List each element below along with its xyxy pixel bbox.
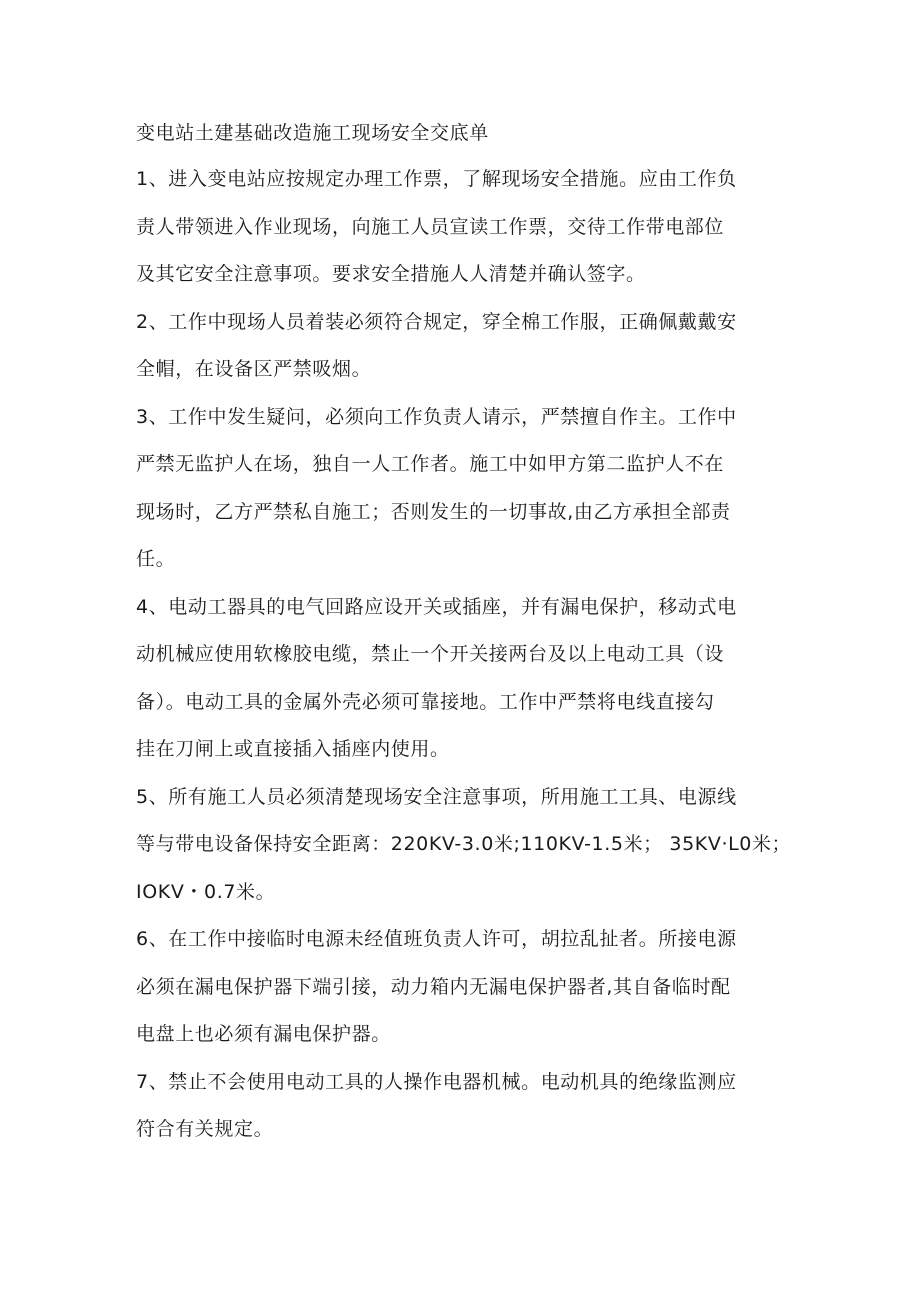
text-line: 及其它安全注意事项。要求安全措施人人清楚并确认签字。 bbox=[136, 263, 646, 285]
text-line: 挂在刀闸上或直接插入插座内使用。 bbox=[136, 738, 450, 760]
list-item bbox=[136, 916, 796, 1059]
text-line: 3、工作中发生疑问，必须向工作负责人请示，严禁擅自作主。工作中 bbox=[136, 405, 737, 428]
list-item bbox=[136, 1059, 796, 1154]
text-line: 5、所有施工人员必须清楚现场安全注意事项，所用施工工具、电源线 bbox=[136, 785, 737, 808]
list-item bbox=[136, 394, 796, 584]
text-line: 动机械应使用软橡胶电缆，禁止一个开关接两台及以上电动工具（设 bbox=[136, 643, 725, 665]
text-line: 1、进入变电站应按规定办理工作票，了解现场安全措施。应由工作负 bbox=[136, 168, 737, 190]
list-item bbox=[136, 156, 796, 299]
text-line: 电盘上也必须有漏电保护器。 bbox=[136, 1023, 391, 1045]
list-item bbox=[136, 774, 796, 917]
document-page bbox=[136, 110, 796, 1154]
text-line: 备）。电动工具的金属外壳必须可靠接地。工作中严禁将电线直接勾 bbox=[136, 690, 715, 713]
text-line: 任。 bbox=[136, 548, 176, 570]
text-line: IOKV・0.7米。 bbox=[136, 880, 276, 903]
text-line: 等与带电设备保持安全距离：220KV-3.0米;110KV-1.5米； 35KV·L0米； bbox=[136, 833, 792, 855]
text-line: 现场时，乙方严禁私自施工；否则发生的一切事故,由乙方承担全部责 bbox=[136, 500, 731, 523]
text-line: 必须在漏电保护器下端引接，动力箱内无漏电保护器者,其自备临时配 bbox=[136, 975, 731, 998]
text-line: 严禁无监护人在场，独自一人工作者。施工中如甲方第二监护人不在 bbox=[136, 453, 725, 475]
text-line: 6、在工作中接临时电源未经值班负责人许可，胡拉乱扯者。所接电源 bbox=[136, 928, 737, 950]
document-title: 变电站土建基础改造施工现场安全交底单 bbox=[136, 122, 489, 144]
list-item bbox=[136, 584, 796, 774]
text-line: 2、工作中现场人员着装必须符合规定，穿全棉工作服，正确佩戴戴安 bbox=[136, 310, 737, 333]
text-line: 责人带领进入作业现场，向施工人员宣读工作票，交待工作带电部位 bbox=[136, 215, 725, 238]
text-line: 符合有关规定。 bbox=[136, 1118, 274, 1140]
text-line: 全帽，在设备区严禁吸烟。 bbox=[136, 358, 372, 380]
text-line: 7、禁止不会使用电动工具的人操作电器机械。电动机具的绝缘监测应 bbox=[136, 1070, 737, 1093]
text-line: 4、电动工器具的电气回路应设开关或插座，并有漏电保护，移动式电 bbox=[136, 595, 737, 618]
list-item bbox=[136, 299, 796, 394]
